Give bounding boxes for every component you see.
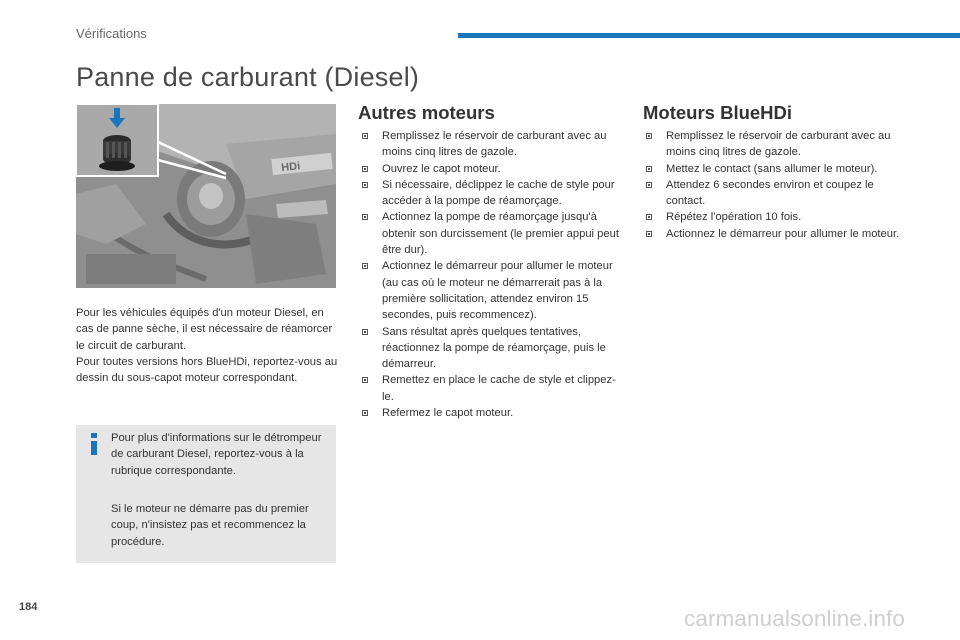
step-text: Actionnez le démarreur pour allumer le moteur (au cas où le moteur ne démarrerait pas à la première sollicitation, attendez environ 15 secondes, puis recommencez).: [382, 260, 613, 322]
step-item: [362, 258, 624, 323]
step-text: Si nécessaire, déclippez le cache de style pour accéder à la pompe de réamorçage.: [382, 178, 615, 208]
step-item: [362, 372, 624, 405]
info-icon: [88, 433, 100, 455]
step-item: [362, 209, 624, 258]
step-text: Ouvrez le capot moteur.: [382, 162, 501, 175]
step-item: [646, 161, 908, 177]
info-box: [76, 425, 336, 563]
step-item: [646, 209, 908, 225]
other-engines-steps: [362, 128, 624, 421]
step-text: Remplissez le réservoir de carburant avec au moins cinq litres de gazole.: [382, 130, 607, 159]
step-item: [646, 226, 908, 242]
checkbox-icon: [362, 133, 368, 139]
step-text: Mettez le contact (sans allumer le moteur).: [666, 162, 878, 175]
section-accent-bar: [458, 33, 960, 38]
step-item: [362, 161, 624, 177]
step-item: [362, 324, 624, 373]
step-text: Actionnez la pompe de réamorçage jusqu'à obtenir son durcissement (le premier appui peut être dur).: [382, 211, 619, 257]
step-item: [362, 128, 624, 161]
step-text: Répétez l'opération 10 fois.: [666, 211, 802, 224]
intro-paragraph: Pour les véhicules équipés d'un moteur Diesel, en cas de panne sèche, il est nécessaire de réamorcer le circuit de carburant.: [76, 307, 333, 352]
step-item: [646, 177, 908, 210]
checkbox-icon: [646, 166, 652, 172]
watermark: carmanualsonline.info: [684, 606, 905, 631]
info-paragraph: Pour plus d'informations sur le détrompeur de carburant Diesel, reportez-vous à la rubrique correspondante.: [111, 432, 322, 477]
engine-bay-figure: [76, 104, 336, 288]
step-text: Sans résultat après quelques tentatives, réactionnez la pompe de réamorçage, puis le démarreur.: [382, 325, 606, 371]
step-text: Refermez le capot moteur.: [382, 407, 514, 420]
page-title: Panne de carburant (Diesel): [76, 62, 420, 92]
checkbox-icon: [362, 377, 368, 383]
engine-cover-label: HDi: [280, 160, 301, 175]
intro-paragraph: Pour toutes versions hors BlueHDi, reportez-vous au dessin du sous-capot moteur correspondant.: [76, 355, 338, 385]
step-item: [646, 128, 908, 161]
bluehdi-engines-steps: [646, 128, 908, 242]
checkbox-icon: [646, 231, 652, 237]
checkbox-icon: [362, 410, 368, 416]
step-text: Attendez 6 secondes environ et coupez le contact.: [666, 178, 874, 208]
checkbox-icon: [362, 214, 368, 220]
page-number: 184: [19, 601, 38, 613]
intro-text: [76, 305, 338, 386]
checkbox-icon: [362, 182, 368, 188]
step-text: Remettez en place le cache de style et clippez-le.: [382, 374, 616, 403]
section-label: Vérifications: [76, 26, 147, 41]
checkbox-icon: [646, 214, 652, 220]
engine-bay-illustration: [76, 104, 336, 288]
heading-other-engines: Autres moteurs: [358, 102, 495, 123]
step-item: [362, 177, 624, 210]
step-text: Remplissez le réservoir de carburant avec au moins cinq litres de gazole.: [666, 130, 891, 159]
info-paragraph: Si le moteur ne démarre pas du premier coup, n'insistez pas et recommencez la procédure.: [111, 503, 309, 548]
step-text: Actionnez le démarreur pour allumer le moteur.: [666, 227, 900, 240]
checkbox-icon: [362, 263, 368, 269]
step-item: [362, 405, 624, 421]
checkbox-icon: [646, 133, 652, 139]
checkbox-icon: [362, 329, 368, 335]
heading-bluehdi-engines: Moteurs BlueHDi: [643, 102, 793, 123]
checkbox-icon: [362, 166, 368, 172]
checkbox-icon: [646, 182, 652, 188]
